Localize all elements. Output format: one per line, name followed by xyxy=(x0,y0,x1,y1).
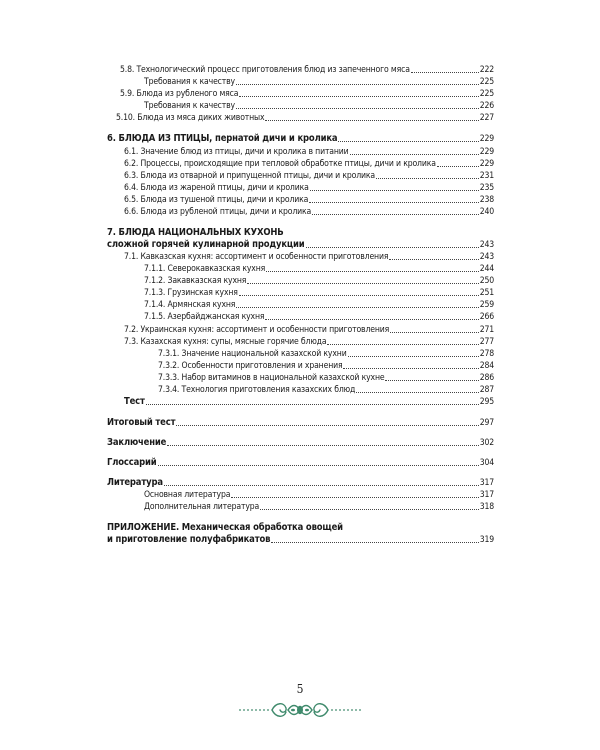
toc-entry xyxy=(107,239,494,251)
toc-entry xyxy=(124,336,494,348)
page-footer xyxy=(0,650,600,750)
floral-ornament-icon xyxy=(236,698,364,722)
toc-entry-page: 244 xyxy=(479,264,494,274)
dot-leader xyxy=(176,424,478,426)
toc-entry xyxy=(144,76,494,88)
dot-leader xyxy=(309,201,478,203)
toc-entry-page: 238 xyxy=(479,195,494,205)
toc-entry-title: 7.1. Кавказская кухня: ассортимент и особенности приготовления xyxy=(124,252,389,262)
toc-entry-page: 287 xyxy=(479,385,494,395)
toc-entry xyxy=(120,64,494,76)
toc-entry xyxy=(158,348,494,360)
toc-entry xyxy=(144,489,494,501)
toc-entry-title: 6.2. Процессы, происходящие при тепловой обработке птицы, дичи и кролика xyxy=(124,159,436,169)
toc-entry-page: 278 xyxy=(479,349,494,359)
toc-entry xyxy=(124,182,494,194)
dot-leader xyxy=(312,213,479,215)
dot-leader xyxy=(376,177,479,179)
toc-entry-title: 7.2. Украинская кухня: ассортимент и особенности приготовления xyxy=(124,325,390,335)
toc-entry xyxy=(158,384,494,396)
dot-leader xyxy=(385,379,478,381)
toc-entry-page: 225 xyxy=(479,89,494,99)
dot-leader xyxy=(158,464,479,466)
toc-entry-title: 7. БЛЮДА НАЦИОНАЛЬНЫХ КУХОНЬ xyxy=(107,227,284,238)
toc-entry-page: 251 xyxy=(479,288,494,298)
toc-entry xyxy=(124,146,494,158)
toc-entry-page: 304 xyxy=(479,458,494,468)
dot-leader xyxy=(236,107,479,109)
toc-entry-title: 7.1.4. Армянская кухня xyxy=(144,300,236,310)
toc-entry xyxy=(116,112,494,124)
toc-entry-page: 225 xyxy=(479,77,494,87)
toc-entry xyxy=(158,360,494,372)
toc-entry xyxy=(144,299,494,311)
dot-leader xyxy=(437,165,479,167)
toc-entry-page: 318 xyxy=(479,502,494,512)
toc-entry-page: 222 xyxy=(479,65,494,75)
toc-entry xyxy=(107,437,494,449)
toc-entry-page: 295 xyxy=(479,397,494,407)
toc-entry-title: ПРИЛОЖЕНИЕ. Механическая обработка овощей xyxy=(107,522,343,533)
toc-entry-title: 7.3.4. Технология приготовления казахских блюд xyxy=(158,385,356,395)
toc-entry-page: 229 xyxy=(479,147,494,157)
toc-entry-page: 226 xyxy=(479,101,494,111)
toc-entry-page: 277 xyxy=(479,337,494,347)
toc-entry xyxy=(144,263,494,275)
toc-entry xyxy=(107,457,494,469)
toc-entry-title: 7.1.5. Азербайджанская кухня xyxy=(144,312,265,322)
toc-entry-title: 5.8. Технологический процесс приготовления блюд из запеченного мяса xyxy=(120,65,410,75)
toc-entry-page: 227 xyxy=(479,113,494,123)
toc-entry-title: 7.3.3. Набор витаминов в национальной казахской кухне xyxy=(158,373,385,383)
dot-leader xyxy=(327,343,478,345)
toc-entry-title: Основная литература xyxy=(144,490,231,500)
toc-entry xyxy=(144,275,494,287)
toc-entry xyxy=(107,522,494,534)
toc-entry-page: 240 xyxy=(479,207,494,217)
toc-entry xyxy=(124,158,494,170)
toc-entry xyxy=(107,477,494,489)
toc-entry-title: 6.5. Блюда из тушеной птицы, дичи и кролика xyxy=(124,195,309,205)
dot-leader xyxy=(239,95,478,97)
toc-entry-title: 7.3.1. Значение национальной казахской кухни xyxy=(158,349,347,359)
toc-entry-title: сложной горячей кулинарной продукции xyxy=(107,239,305,250)
dot-leader xyxy=(265,119,478,121)
toc-entry-page: 302 xyxy=(479,438,494,448)
dot-leader xyxy=(167,444,478,446)
toc-entry xyxy=(107,133,494,145)
toc-entry-title: Требования к качеству xyxy=(144,101,235,111)
toc-entry-page: 259 xyxy=(479,300,494,310)
toc-entry xyxy=(124,251,494,263)
dot-leader xyxy=(236,83,479,85)
toc-entry-page: 243 xyxy=(479,240,494,250)
dot-leader xyxy=(260,508,479,510)
toc-entry-page: 231 xyxy=(479,171,494,181)
dot-leader xyxy=(236,306,478,308)
dot-leader xyxy=(310,189,479,191)
toc-entry xyxy=(144,311,494,323)
toc-entry-title: Дополнительная литература xyxy=(144,502,260,512)
toc-entry-title: 5.9. Блюда из рубленого мяса xyxy=(120,89,239,99)
toc-entry xyxy=(124,396,494,408)
toc-entry-page: 243 xyxy=(479,252,494,262)
dot-leader xyxy=(356,391,478,393)
dot-leader xyxy=(146,403,479,405)
toc-entry-page: 317 xyxy=(479,490,494,500)
toc-entry-title: 7.1.3. Грузинская кухня xyxy=(144,288,238,298)
toc-entry-title: 5.10. Блюда из мяса диких животных xyxy=(116,113,265,123)
toc-entry-page: 229 xyxy=(479,134,494,144)
toc-entry-page: 284 xyxy=(479,361,494,371)
page-number: 5 xyxy=(296,682,304,696)
toc-entry-page: 317 xyxy=(479,478,494,488)
toc-entry-title: 7.1.1. Северокавказская кухня xyxy=(144,264,266,274)
toc-entry-title: 7.1.2. Закавказская кухня xyxy=(144,276,247,286)
toc-entry-title: Литература xyxy=(107,477,163,488)
toc-entry-title: Глоссарий xyxy=(107,457,157,468)
toc-entry-page: 266 xyxy=(479,312,494,322)
toc-entry xyxy=(144,287,494,299)
toc-entry-title: 7.3.2. Особенности приготовления и хранения xyxy=(158,361,343,371)
toc-entry-page: 235 xyxy=(479,183,494,193)
toc-entry-title: 7.3. Казахская кухня: супы, мясные горячие блюда xyxy=(124,337,327,347)
toc-entry-page: 229 xyxy=(479,159,494,169)
toc-entry-title: 6. БЛЮДА ИЗ ПТИЦЫ, пернатой дичи и кролика xyxy=(107,133,338,144)
dot-leader xyxy=(271,541,478,543)
toc-entry-title: Заключение xyxy=(107,437,167,448)
dot-leader xyxy=(390,331,479,333)
dot-leader xyxy=(239,294,479,296)
dot-leader xyxy=(164,484,479,486)
toc-entry-title: 6.6. Блюда из рубленой птицы, дичи и кролика xyxy=(124,207,312,217)
toc-entry-title: Тест xyxy=(124,396,145,407)
toc-entry xyxy=(107,227,494,239)
toc-entry-page: 271 xyxy=(479,325,494,335)
toc-entry-title: и приготовление полуфабрикатов xyxy=(107,534,271,545)
toc-entry-page: 297 xyxy=(479,418,494,428)
dot-leader xyxy=(231,496,478,498)
dot-leader xyxy=(348,355,479,357)
dot-leader xyxy=(306,246,479,248)
toc-entry-title: 6.3. Блюда из отварной и припущенной птицы, дичи и кролика xyxy=(124,171,375,181)
toc-entry xyxy=(144,100,494,112)
toc-entry-page: 250 xyxy=(479,276,494,286)
toc-entry-title: Итоговый тест xyxy=(107,417,176,428)
toc-entry xyxy=(124,324,494,336)
toc-entry xyxy=(124,194,494,206)
dot-leader xyxy=(343,367,478,369)
toc-entry xyxy=(124,170,494,182)
toc-entry xyxy=(124,206,494,218)
toc-entry xyxy=(158,372,494,384)
dot-leader xyxy=(265,318,478,320)
dot-leader xyxy=(350,153,479,155)
toc-entry-title: Требования к качеству xyxy=(144,77,235,87)
dot-leader xyxy=(389,258,478,260)
dot-leader xyxy=(411,71,479,73)
toc-entry xyxy=(120,88,494,100)
dot-leader xyxy=(338,140,478,142)
toc-entry-title: 6.1. Значение блюд из птицы, дичи и кролика в питании xyxy=(124,147,349,157)
toc-entry xyxy=(107,534,494,546)
dot-leader xyxy=(266,270,479,272)
dot-leader xyxy=(247,282,478,284)
toc-entry-page: 319 xyxy=(479,535,494,545)
toc-entry-title: 6.4. Блюда из жареной птицы, дичи и кролика xyxy=(124,183,309,193)
toc-entry xyxy=(144,501,494,513)
toc-entry xyxy=(107,417,494,429)
toc-entry-page: 286 xyxy=(479,373,494,383)
